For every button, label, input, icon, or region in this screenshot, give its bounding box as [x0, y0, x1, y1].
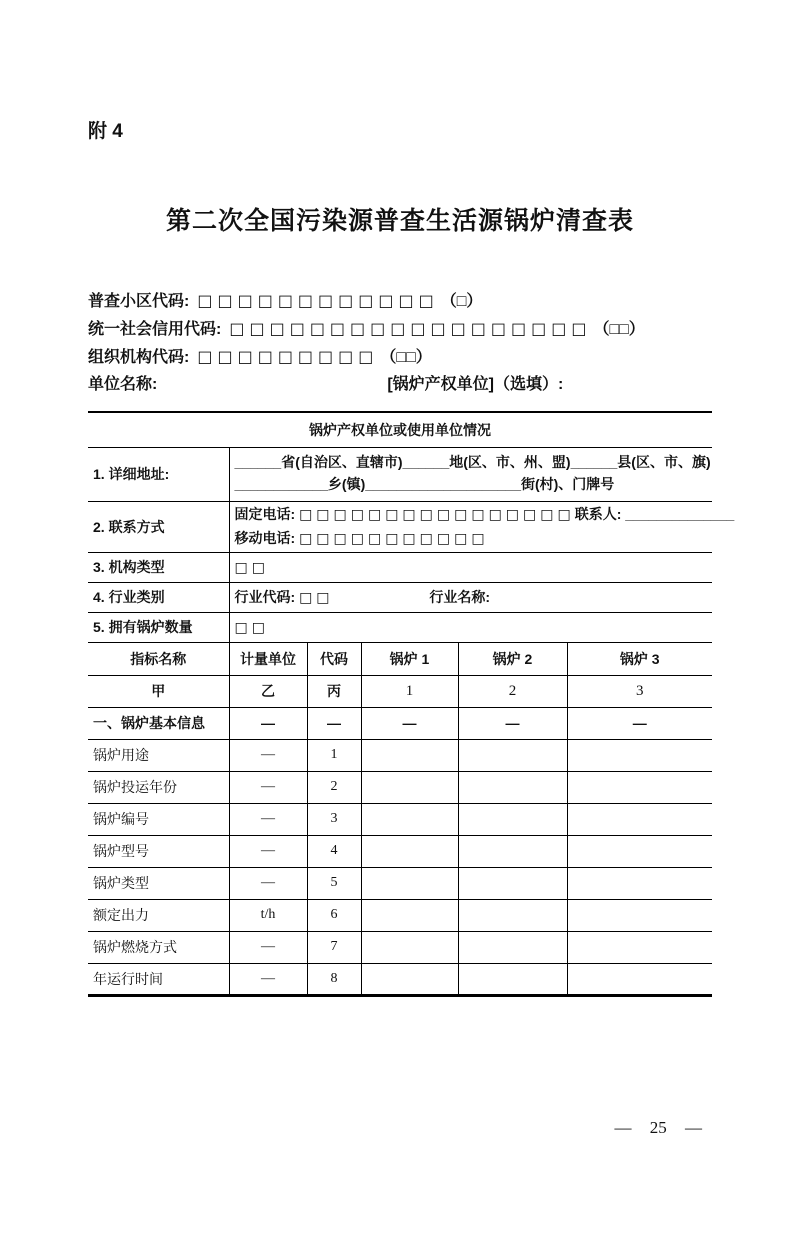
indicator-row-rated-output: [88, 899, 712, 931]
boiler2-value-cell: [458, 899, 567, 931]
indicator-code: 3: [307, 803, 361, 835]
boiler3-value-cell: [567, 963, 712, 995]
col-code-jia: 甲: [88, 675, 229, 707]
org-type-boxes: □□: [234, 559, 269, 576]
industry-label: 4. 行业类别: [88, 582, 229, 612]
credit-code-line: [88, 315, 712, 343]
boiler3-value-cell: [567, 931, 712, 963]
org-code-label: 组织机构代码:: [88, 349, 190, 366]
form-page: [0, 116, 800, 997]
boiler1-value-cell: [361, 803, 458, 835]
col-code-2: 2: [458, 675, 567, 707]
industry-row: [88, 582, 712, 612]
org-type-row: [88, 552, 712, 582]
boiler3-value-cell: [567, 835, 712, 867]
boiler2-value-cell: [458, 867, 567, 899]
credit-code-suffix: （□□）: [593, 321, 645, 338]
indicator-name: 锅炉型号: [88, 835, 229, 867]
credit-code-boxes: □□□□□□□□□□□□□□□□□□: [229, 319, 592, 338]
org-type-label: 3. 机构类型: [88, 552, 229, 582]
unit-name-line: [88, 371, 712, 399]
boiler1-value-cell: [361, 931, 458, 963]
mobile-phone-boxes: □□□□□□□□□□□: [299, 530, 489, 547]
indicator-unit: —: [229, 803, 307, 835]
credit-code-label: 统一社会信用代码:: [88, 321, 222, 338]
org-code-suffix: （□□）: [380, 349, 432, 366]
header-code-lines: [88, 287, 712, 399]
indicator-unit: —: [229, 835, 307, 867]
address-row: [88, 447, 712, 501]
dash-cell: —: [567, 707, 712, 739]
census-area-code-suffix: （□）: [440, 293, 483, 310]
indicator-name: 额定出力: [88, 899, 229, 931]
page-number: — 25 —: [614, 1118, 702, 1137]
indicator-code: 2: [307, 771, 361, 803]
org-code-boxes: □□□□□□□□□: [197, 347, 379, 366]
col-header-boiler2: 锅炉 2: [458, 642, 567, 675]
unit-name-label: 单位名称:: [88, 376, 158, 393]
dash-cell: —: [361, 707, 458, 739]
indicator-code: 1: [307, 739, 361, 771]
indicator-row-annual-runtime: [88, 963, 712, 995]
category-label: 一、锅炉基本信息: [88, 707, 229, 739]
census-area-code-boxes: □□□□□□□□□□□□: [197, 291, 439, 310]
indicator-row-boiler-number: [88, 803, 712, 835]
indicator-unit: —: [229, 931, 307, 963]
contact-row: [88, 501, 712, 552]
boiler1-value-cell: [361, 771, 458, 803]
indicator-row-commission-year: [88, 771, 712, 803]
indicator-code: 5: [307, 867, 361, 899]
indicator-row-boiler-usage: [88, 739, 712, 771]
boiler3-value-cell: [567, 899, 712, 931]
mobile-phone-label: 移动电话:: [234, 529, 296, 546]
boiler3-value-cell: [567, 771, 712, 803]
indicator-name: 锅炉用途: [88, 739, 229, 771]
dash-cell: —: [307, 707, 361, 739]
boiler1-value-cell: [361, 867, 458, 899]
indicator-row-boiler-type: [88, 867, 712, 899]
boiler2-value-cell: [458, 771, 567, 803]
boiler1-value-cell: [361, 835, 458, 867]
industry-fill-area: [229, 582, 712, 612]
address-line-2: ____________乡(镇)____________________街(村)、门牌号: [234, 476, 615, 492]
indicator-unit: —: [229, 739, 307, 771]
col-header-boiler1: 锅炉 1: [361, 642, 458, 675]
indicator-row-combustion-mode: [88, 931, 712, 963]
dash-cell: —: [458, 707, 567, 739]
contact-fill-area: [229, 501, 735, 552]
boiler2-value-cell: [458, 803, 567, 835]
indicator-code: 8: [307, 963, 361, 995]
indicator-unit: t/h: [229, 899, 307, 931]
attachment-number: 附 4: [88, 121, 123, 142]
industry-code-label: 行业代码:: [234, 589, 296, 605]
contact-person-blank: ______________: [625, 506, 735, 523]
address-line-1: ______省(自治区、直辖市)______地(区、市、州、盟)______县(区、市、旗): [234, 454, 711, 471]
dash-cell: —: [229, 707, 307, 739]
boiler3-value-cell: [567, 739, 712, 771]
boiler-count-value: [229, 612, 712, 642]
indicator-code: 7: [307, 931, 361, 963]
mobile-phone-line: [235, 527, 708, 550]
boiler-owner-unit-label: [锅炉产权单位]（选填）:: [387, 376, 564, 393]
boiler1-value-cell: [361, 963, 458, 995]
org-type-value: [229, 552, 712, 582]
col-header-code: 代码: [307, 642, 361, 675]
indicator-name: 锅炉投运年份: [88, 771, 229, 803]
boiler-count-label: 5. 拥有锅炉数量: [88, 612, 229, 642]
indicator-code: 4: [307, 835, 361, 867]
indicator-unit: —: [229, 771, 307, 803]
boiler-count-row: [88, 612, 712, 642]
boiler-survey-table: [88, 411, 735, 997]
col-code-bing: 丙: [307, 675, 361, 707]
boiler3-value-cell: [567, 867, 712, 899]
boiler2-value-cell: [458, 931, 567, 963]
indicator-unit: —: [229, 867, 307, 899]
org-code-line: [88, 343, 712, 371]
boiler2-value-cell: [458, 963, 567, 995]
contact-person-label: 联系人:: [574, 506, 622, 523]
indicator-name: 锅炉类型: [88, 867, 229, 899]
indicator-code: 6: [307, 899, 361, 931]
boiler2-value-cell: [458, 739, 567, 771]
address-label: 1. 详细地址:: [88, 447, 229, 501]
col-code-yi: 乙: [229, 675, 307, 707]
indicator-name: 锅炉编号: [88, 803, 229, 835]
census-area-code-line: [88, 287, 712, 315]
col-header-indicator: 指标名称: [88, 642, 229, 675]
indicator-unit: —: [229, 963, 307, 995]
address-fill-area: [229, 447, 712, 501]
fixed-phone-label: 固定电话:: [234, 506, 296, 523]
industry-name-label: 行业名称:: [429, 589, 491, 605]
fixed-phone-boxes: □□□□□□□□□□□□□□□□: [299, 507, 575, 524]
indicator-name: 年运行时间: [88, 963, 229, 995]
census-area-code-label: 普查小区代码:: [88, 293, 190, 310]
contact-label: 2. 联系方式: [88, 501, 229, 552]
indicator-row-boiler-model: [88, 835, 712, 867]
category-row-basic-info: [88, 707, 712, 739]
indicator-header-row: [88, 642, 712, 675]
boiler3-value-cell: [567, 803, 712, 835]
boiler1-value-cell: [361, 899, 458, 931]
col-code-1: 1: [361, 675, 458, 707]
boiler1-value-cell: [361, 739, 458, 771]
section-title-row: [88, 412, 712, 447]
column-code-row: [88, 675, 712, 707]
indicator-name: 锅炉燃烧方式: [88, 931, 229, 963]
fixed-phone-line: [234, 503, 735, 526]
boiler2-value-cell: [458, 835, 567, 867]
industry-code-boxes: □□: [299, 590, 334, 606]
col-code-3: 3: [567, 675, 712, 707]
unit-section-title: 锅炉产权单位或使用单位情况: [88, 412, 712, 447]
boiler-count-boxes: □□: [234, 619, 269, 636]
col-header-boiler3: 锅炉 3: [567, 642, 712, 675]
col-header-unit: 计量单位: [229, 642, 307, 675]
form-title: 第二次全国污染源普查生活源锅炉清查表: [165, 207, 634, 235]
